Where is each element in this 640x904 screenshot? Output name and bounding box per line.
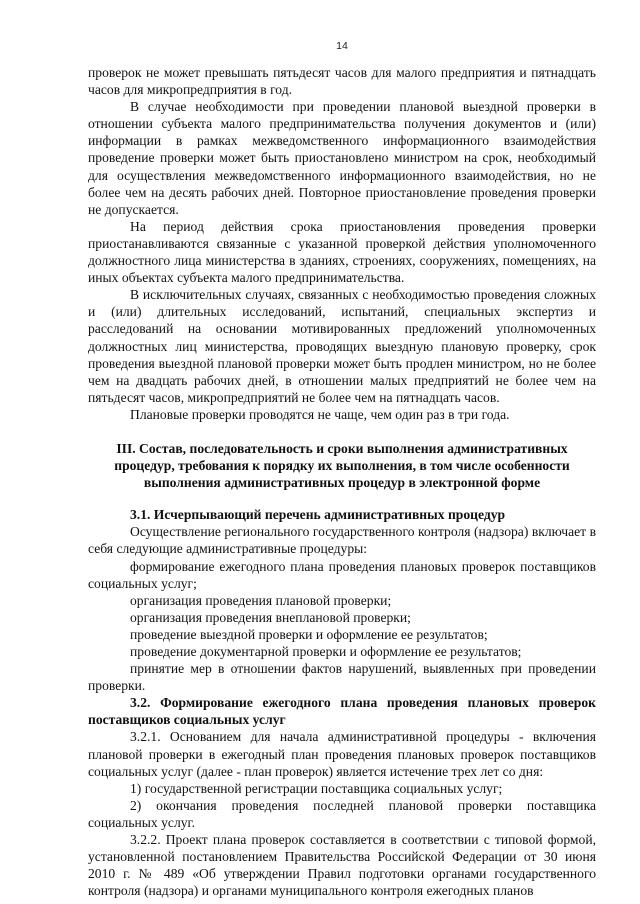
list-item: организация проведения плановой проверки; bbox=[130, 592, 392, 608]
paragraph: На период действия срока приостановления проведения проверки приостанавливаются связанные с указанной проверкой действия уполномоченного должностного лица министерства в зданиях, строениях, сооружениях, помещениях, на иных объектах субъекта малого предпринимательства. bbox=[88, 218, 596, 286]
list-item: принятие мер в отношении фактов нарушений, выявленных при проведении проверки. bbox=[88, 661, 596, 694]
section-heading: III. Состав, последовательность и сроки выполнения административных процедур, требования к порядку их выполнения, в том числе особенности выполнения административных процедур в электронной форме bbox=[114, 440, 570, 491]
subsection-title: 3.1. Исчерпывающий перечень административных процедур bbox=[130, 507, 506, 523]
paragraph: Плановые проверки проводятся не чаще, чем один раз в три года. bbox=[130, 406, 510, 422]
paragraph: 3.2.1. Основанием для начала административной процедуры - включения плановой проверки в ежегодный план проведения плановых проверок поставщиков социальных услуг (далее - план проверок) является истечение трех лет со дня: bbox=[88, 729, 596, 779]
list-item: проведение выездной проверки и оформление ее результатов; bbox=[130, 626, 488, 642]
list-item: организация проведения внеплановой проверки; bbox=[130, 609, 411, 625]
page-number: 14 bbox=[336, 40, 348, 52]
page-body bbox=[88, 64, 596, 899]
paragraph: В исключительных случаях, связанных с необходимостью проведения сложных и (или) длительных исследований, испытаний, специальных экспертиз и расследований на основании мотивированных предложений уполномоченных должностных лиц министерства, проводящих выездную плановую проверку, срок проведения выездной плановой проверки может быть продлен министром, но не более чем на двадцать рабочих дней, в отношении малых предприятий не более чем на пятьдесят часов, микропредприятий не более чем на пятнадцать часов. bbox=[88, 287, 596, 405]
subsection-title: 3.2. Формирование ежегодного плана проведения плановых проверок поставщиков социальных услуг bbox=[88, 695, 596, 728]
list-item: 1) государственной регистрации поставщика социальных услуг; bbox=[130, 780, 503, 796]
list-item: формирование ежегодного плана проведения плановых проверок поставщиков социальных услуг; bbox=[88, 558, 596, 591]
list-item: проведение документарной проверки и оформление ее результатов; bbox=[130, 644, 522, 659]
list-item: 2) окончания проведения последней плановой проверки поставщика социальных услуг. bbox=[88, 797, 596, 830]
paragraph: Осуществление регионального государственного контроля (надзора) включает в себя следующие административные процедуры: bbox=[88, 524, 596, 557]
paragraph: В случае необходимости при проведении плановой выездной проверки в отношении субъекта малого предпринимательства получения документов и (или) информации в рамках межведомственного информационного взаимодействия проведение проверки может быть приостановлено министром на срок, необходимый для осуществления межведомственного информационного взаимодействия, но не более чем на десять рабочих дней. Повторное приостановление проведения проверки не допускается. bbox=[88, 99, 596, 217]
paragraph: проверок не может превышать пятьдесят часов для малого предприятия и пятнадцать часов для микропредприятия в год. bbox=[88, 65, 596, 98]
paragraph: 3.2.2. Проект плана проверок составляется в соответствии с типовой формой, установленной постановлением Правительства Российской Федерации от 30 июня 2010 г. № 489 «Об утверждении Правил подготовки органами государственного контроля (надзора) и органами муниципального контроля ежегодных планов bbox=[88, 832, 596, 899]
